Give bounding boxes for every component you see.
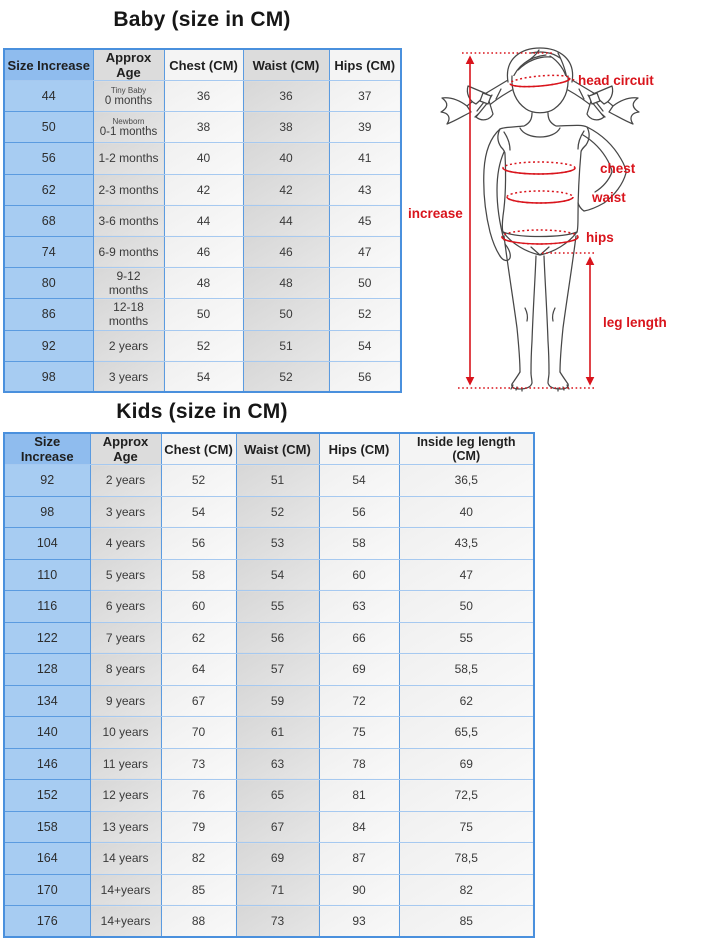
baby-table-row [4, 330, 401, 361]
kids-table-row [4, 811, 534, 843]
baby-cell-chest: 46 [164, 236, 243, 267]
baby-table-header [4, 49, 401, 81]
baby-cell-size: 98 [4, 361, 93, 392]
kids-cell-inside_leg: 78,5 [399, 843, 534, 875]
kids-cell-chest: 82 [161, 843, 236, 875]
baby-cell-waist: 40 [243, 143, 329, 174]
baby-cell-chest: 50 [164, 299, 243, 330]
kids-table-row [4, 748, 534, 780]
kids-cell-waist: 67 [236, 811, 319, 843]
kids-cell-chest: 85 [161, 874, 236, 906]
baby-table-body [4, 81, 401, 393]
kids-cell-inside_leg: 43,5 [399, 528, 534, 560]
kids-cell-size: 116 [4, 591, 90, 623]
kids-column-header: Hips (CM) [319, 433, 399, 465]
kids-cell-chest: 67 [161, 685, 236, 717]
baby-cell-age: 12-18 months [93, 299, 164, 330]
kids-cell-hips: 69 [319, 654, 399, 686]
kids-cell-size: 158 [4, 811, 90, 843]
baby-table-row [4, 268, 401, 299]
kids-cell-chest: 79 [161, 811, 236, 843]
kids-cell-age: 12 years [90, 780, 161, 812]
baby-cell-age [93, 81, 164, 112]
kids-cell-hips: 87 [319, 843, 399, 875]
baby-column-header: Waist (CM) [243, 49, 329, 81]
kids-cell-waist: 51 [236, 465, 319, 497]
kids-cell-size: 134 [4, 685, 90, 717]
kids-cell-chest: 62 [161, 622, 236, 654]
baby-age-value: 0-1 months [99, 126, 158, 139]
kids-cell-hips: 78 [319, 748, 399, 780]
baby-table-row [4, 361, 401, 392]
baby-cell-chest: 44 [164, 205, 243, 236]
kids-cell-inside_leg: 75 [399, 811, 534, 843]
kids-cell-hips: 60 [319, 559, 399, 591]
kids-cell-waist: 54 [236, 559, 319, 591]
kids-cell-size: 128 [4, 654, 90, 686]
kids-cell-inside_leg: 65,5 [399, 717, 534, 749]
kids-cell-waist: 56 [236, 622, 319, 654]
figure-label-hips: hips [586, 230, 614, 245]
kids-table-row [4, 559, 534, 591]
baby-cell-waist: 51 [243, 330, 329, 361]
baby-cell-chest: 36 [164, 81, 243, 112]
kids-cell-waist: 61 [236, 717, 319, 749]
figure-label-waist: waist [592, 190, 626, 205]
baby-cell-waist: 50 [243, 299, 329, 330]
baby-cell-chest: 54 [164, 361, 243, 392]
baby-cell-age: 2 years [93, 330, 164, 361]
baby-table-row [4, 81, 401, 112]
kids-cell-hips: 58 [319, 528, 399, 560]
kids-cell-size: 164 [4, 843, 90, 875]
kids-table-row [4, 654, 534, 686]
kids-cell-waist: 65 [236, 780, 319, 812]
baby-cell-hips: 37 [329, 81, 401, 112]
baby-cell-age: 6-9 months [93, 236, 164, 267]
kids-cell-size: 140 [4, 717, 90, 749]
kids-table-body [4, 465, 534, 938]
baby-cell-waist: 46 [243, 236, 329, 267]
baby-cell-size: 74 [4, 236, 93, 267]
chest-measure-ellipse [503, 162, 575, 174]
baby-cell-waist: 36 [243, 81, 329, 112]
kids-cell-inside_leg: 55 [399, 622, 534, 654]
kids-cell-hips: 72 [319, 685, 399, 717]
kids-cell-size: 104 [4, 528, 90, 560]
kids-cell-hips: 90 [319, 874, 399, 906]
kids-cell-age: 9 years [90, 685, 161, 717]
baby-cell-age: 2-3 months [93, 174, 164, 205]
kids-cell-age: 14+years [90, 874, 161, 906]
baby-cell-chest: 52 [164, 330, 243, 361]
kids-cell-size: 176 [4, 906, 90, 938]
figure-label-increase: increase [408, 206, 463, 221]
kids-table-row [4, 591, 534, 623]
baby-cell-age: 9-12 months [93, 268, 164, 299]
kids-cell-size: 98 [4, 496, 90, 528]
kids-cell-inside_leg: 58,5 [399, 654, 534, 686]
baby-cell-waist: 38 [243, 112, 329, 143]
kids-table-row [4, 622, 534, 654]
kids-cell-age: 3 years [90, 496, 161, 528]
kids-cell-inside_leg: 40 [399, 496, 534, 528]
kids-cell-inside_leg: 72,5 [399, 780, 534, 812]
kids-cell-waist: 52 [236, 496, 319, 528]
baby-cell-size: 50 [4, 112, 93, 143]
kids-cell-chest: 56 [161, 528, 236, 560]
kids-cell-age: 2 years [90, 465, 161, 497]
measurement-figure-svg [400, 40, 720, 400]
baby-table-row [4, 112, 401, 143]
kids-cell-hips: 84 [319, 811, 399, 843]
kids-column-header: Chest (CM) [161, 433, 236, 465]
kids-cell-age: 6 years [90, 591, 161, 623]
kids-cell-chest: 88 [161, 906, 236, 938]
kids-cell-age: 5 years [90, 559, 161, 591]
baby-size-table [3, 48, 402, 393]
kids-cell-chest: 73 [161, 748, 236, 780]
kids-cell-size: 122 [4, 622, 90, 654]
baby-cell-hips: 52 [329, 299, 401, 330]
kids-column-header: Inside leg length (CM) [399, 433, 534, 465]
baby-cell-size: 86 [4, 299, 93, 330]
baby-cell-size: 44 [4, 81, 93, 112]
kids-cell-waist: 71 [236, 874, 319, 906]
kids-cell-inside_leg: 50 [399, 591, 534, 623]
baby-age-note: Newborn [112, 117, 145, 127]
baby-cell-hips: 56 [329, 361, 401, 392]
kids-cell-hips: 54 [319, 465, 399, 497]
kids-cell-inside_leg: 85 [399, 906, 534, 938]
kids-table-row [4, 496, 534, 528]
kids-cell-age: 4 years [90, 528, 161, 560]
kids-cell-size: 92 [4, 465, 90, 497]
kids-cell-waist: 59 [236, 685, 319, 717]
kids-cell-chest: 58 [161, 559, 236, 591]
baby-cell-chest: 48 [164, 268, 243, 299]
kids-cell-age: 7 years [90, 622, 161, 654]
waist-measure-ellipse [507, 191, 573, 203]
kids-column-header: Size Increase [4, 433, 90, 465]
kids-cell-chest: 70 [161, 717, 236, 749]
baby-cell-hips: 47 [329, 236, 401, 267]
baby-table-row [4, 299, 401, 330]
kids-cell-inside_leg: 62 [399, 685, 534, 717]
kids-table-row [4, 717, 534, 749]
kids-table-row [4, 528, 534, 560]
kids-cell-waist: 73 [236, 906, 319, 938]
baby-table-row [4, 236, 401, 267]
kids-cell-age: 13 years [90, 811, 161, 843]
kids-cell-waist: 53 [236, 528, 319, 560]
kids-table-row [4, 465, 534, 497]
kids-cell-age: 10 years [90, 717, 161, 749]
kids-cell-size: 170 [4, 874, 90, 906]
baby-cell-hips: 50 [329, 268, 401, 299]
kids-cell-inside_leg: 36,5 [399, 465, 534, 497]
baby-cell-size: 56 [4, 143, 93, 174]
baby-cell-waist: 44 [243, 205, 329, 236]
kids-size-table [3, 432, 535, 938]
kids-cell-waist: 57 [236, 654, 319, 686]
baby-cell-chest: 38 [164, 112, 243, 143]
kids-cell-waist: 69 [236, 843, 319, 875]
kids-table-row [4, 780, 534, 812]
kids-cell-hips: 63 [319, 591, 399, 623]
baby-cell-hips: 39 [329, 112, 401, 143]
baby-table-row [4, 174, 401, 205]
kids-cell-hips: 75 [319, 717, 399, 749]
kids-cell-inside_leg: 47 [399, 559, 534, 591]
baby-cell-hips: 43 [329, 174, 401, 205]
baby-cell-hips: 45 [329, 205, 401, 236]
kids-cell-chest: 64 [161, 654, 236, 686]
kids-cell-waist: 63 [236, 748, 319, 780]
baby-age-note: Tiny Baby [110, 86, 147, 96]
baby-cell-age: 3 years [93, 361, 164, 392]
kids-cell-inside_leg: 82 [399, 874, 534, 906]
baby-table-row [4, 143, 401, 174]
kids-table-row [4, 843, 534, 875]
kids-cell-size: 152 [4, 780, 90, 812]
baby-table-row [4, 205, 401, 236]
kids-table-row [4, 874, 534, 906]
baby-column-header: Chest (CM) [164, 49, 243, 81]
kids-table-title: Kids (size in CM) [116, 400, 288, 423]
kids-cell-inside_leg: 69 [399, 748, 534, 780]
figure-label-head-circuit: head circuit [578, 73, 654, 88]
kids-cell-size: 146 [4, 748, 90, 780]
baby-cell-age: 3-6 months [93, 205, 164, 236]
baby-column-header: Hips (CM) [329, 49, 401, 81]
kids-cell-hips: 66 [319, 622, 399, 654]
baby-cell-waist: 42 [243, 174, 329, 205]
baby-cell-size: 80 [4, 268, 93, 299]
baby-age-value: 0 months [104, 95, 153, 108]
baby-cell-chest: 40 [164, 143, 243, 174]
baby-cell-waist: 48 [243, 268, 329, 299]
kids-cell-waist: 55 [236, 591, 319, 623]
kids-header-row [4, 433, 534, 465]
baby-cell-size: 68 [4, 205, 93, 236]
baby-column-header: Approx Age [93, 49, 164, 81]
kids-cell-hips: 56 [319, 496, 399, 528]
figure-label-chest: chest [600, 161, 636, 176]
kids-column-header: Approx Age [90, 433, 161, 465]
kids-cell-age: 8 years [90, 654, 161, 686]
baby-table-title: Baby (size in CM) [113, 8, 291, 31]
kids-table-header [4, 433, 534, 465]
baby-cell-size: 62 [4, 174, 93, 205]
kids-cell-age: 14 years [90, 843, 161, 875]
kids-cell-hips: 93 [319, 906, 399, 938]
kids-cell-chest: 54 [161, 496, 236, 528]
baby-cell-age: 1-2 months [93, 143, 164, 174]
baby-header-row [4, 49, 401, 81]
baby-column-header: Size Increase [4, 49, 93, 81]
baby-cell-waist: 52 [243, 361, 329, 392]
kids-cell-chest: 76 [161, 780, 236, 812]
kids-table-row [4, 906, 534, 938]
kids-cell-chest: 60 [161, 591, 236, 623]
kids-cell-age: 11 years [90, 748, 161, 780]
measurement-figure [400, 40, 720, 400]
baby-cell-hips: 54 [329, 330, 401, 361]
kids-table-row [4, 685, 534, 717]
baby-cell-chest: 42 [164, 174, 243, 205]
kids-cell-hips: 81 [319, 780, 399, 812]
figure-label-leg-length: leg length [603, 315, 667, 330]
kids-cell-age: 14+years [90, 906, 161, 938]
kids-column-header: Waist (CM) [236, 433, 319, 465]
kids-cell-chest: 52 [161, 465, 236, 497]
baby-cell-age [93, 112, 164, 143]
kids-cell-size: 110 [4, 559, 90, 591]
baby-cell-hips: 41 [329, 143, 401, 174]
baby-cell-size: 92 [4, 330, 93, 361]
